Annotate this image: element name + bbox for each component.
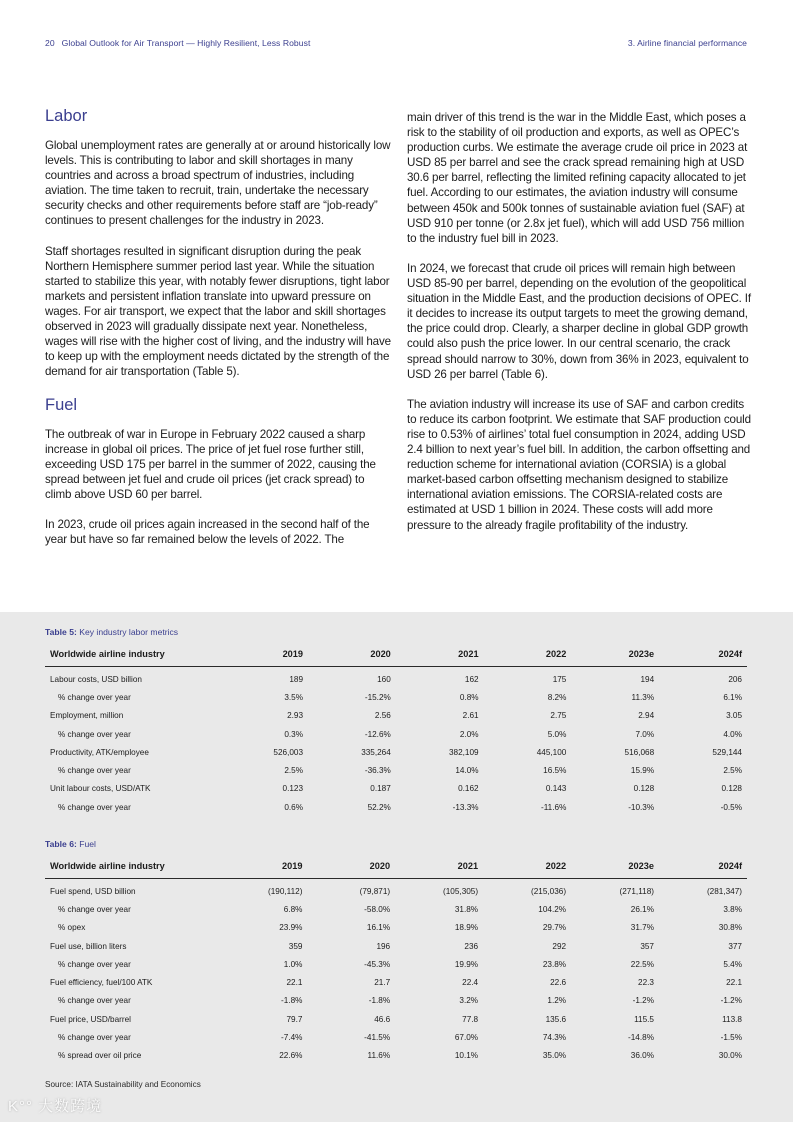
cell-value: (215,036) [531,886,567,896]
cell-value: 31.8% [454,904,479,914]
labor-paragraph-2: Staff shortages resulted in significant disruption during the peak Northern Hemisphere summer period last year. While the situation started to stabilize this year, with notably fewer disruptions, tight labor markets and persistent inflation translate into upward pressure on wages. For air transport, we expect that the labor and skill shortages observed in 2023 will gradually dissipate next year. Nonetheless, wages will rise with the higher cost of living, and the industry will have to keep up with the employment needs dictated by the strength of the demand for air transportation (Table 5). [45,244,391,379]
table-header-row [45,641,747,667]
cell-value: 6.1% [723,692,742,702]
cell-value: -13.3% [452,802,479,812]
table-row [45,1047,747,1065]
column-header: 2020 [307,853,395,879]
cell-value: 3.5% [284,692,304,702]
table-row [45,973,747,991]
cell-value: -45.3% [364,959,391,969]
cell-value: 0.162 [458,784,479,794]
cell-value: 18.9% [454,923,479,933]
cell-value: -14.8% [628,1033,654,1043]
table-row [45,707,747,725]
labor-heading: Labor [45,107,88,125]
cell-value: 0.128 [633,784,655,794]
cell-value: 3.05 [726,711,742,721]
cell-value: -1.5% [720,1033,742,1043]
row-label: Productivity, ATK/employee [50,747,149,757]
table5-caption [45,627,178,637]
cell-value: 8.2% [547,692,567,702]
cell-value: 6.8% [283,904,303,914]
cell-value: 15.9% [630,766,655,776]
row-label: Fuel spend, USD billion [50,886,136,896]
cell-value: -58.0% [364,904,391,914]
cell-value: (105,305) [443,886,479,896]
table-row [45,743,747,761]
table-row [45,937,747,955]
table-row [45,725,747,743]
document-title: Global Outlook for Air Transport — Highly Resilient, Less Robust [61,38,311,48]
cell-value: 22.1 [726,978,742,988]
cell-value: 36.0% [630,1051,654,1061]
row-label: Labour costs, USD billion [50,674,142,684]
cell-value: 206 [728,674,742,684]
cell-value: 16.5% [543,766,567,776]
cell-value: 377 [728,941,742,951]
cell-value: 0.8% [459,692,479,702]
cell-value: 31.7% [630,923,654,933]
cell-value: 292 [552,941,567,951]
cell-value: 2.61 [462,711,479,721]
cell-value: 529,144 [712,747,742,757]
cell-value: 14.0% [455,766,479,776]
table-row [45,1028,747,1046]
cell-value: 2.5% [284,766,304,776]
labor-paragraph-1: Global unemployment rates are generally at or around historically low levels. This is contributing to labor and skill shortages in many countries and across a broad spectrum of industries, including aviation. The time taken to recruit, train, undertake the necessary security checks and other requirements before staff are “job-ready” continues to present challenges for the industry in 2023. [45,139,391,228]
cell-value: -1.8% [368,996,391,1006]
cell-value: 10.1% [454,1051,479,1061]
cell-value: -12.6% [364,729,391,739]
cell-value: -1.2% [720,996,742,1006]
cell-value: 23.9% [279,923,303,933]
cell-value: -0.5% [720,802,742,812]
cell-value: 357 [640,941,654,951]
cell-value: -11.6% [541,802,567,812]
page-number: 20 [45,38,55,48]
cell-value: -36.3% [364,766,391,776]
cell-value: 22.6% [279,1051,303,1061]
cell-value: 1.2% [547,996,567,1006]
fuel-paragraph-1: The outbreak of war in Europe in February 2022 caused a sharp increase in global oil prices. The price of jet fuel rose further still, exceeding USD 175 per barrel in the summer of 2022, causing the spread between jet fuel and crude oil prices (jet crack spread) to climb above USD 60 per barrel. [45,427,376,501]
table-row [45,761,747,779]
cell-value: 160 [377,674,391,684]
row-label: % change over year [58,766,131,776]
cell-value: 194 [640,674,655,684]
table-row [45,798,747,816]
cell-value: 115.5 [634,1014,654,1024]
table-row [45,919,747,937]
column-header: 2024f [659,853,747,879]
cell-value: 7.0% [635,729,655,739]
cell-value: -15.2% [364,692,391,702]
cell-value: 516,068 [624,747,655,757]
cell-value: 236 [464,941,479,951]
cell-value: 135.6 [545,1014,567,1024]
cell-value: 189 [289,674,304,684]
running-header [45,38,747,50]
cell-value: 23.8% [542,959,567,969]
cell-value: 1.0% [283,959,303,969]
cell-value: 2.93 [287,711,304,721]
cell-value: 30.0% [718,1051,742,1061]
cell-value: 2.56 [374,711,391,721]
cell-value: 3.2% [459,996,479,1006]
column-header: 2022 [484,641,572,667]
cell-value: 113.8 [722,1014,742,1024]
row-label: % change over year [58,729,131,739]
cell-value: 22.3 [638,978,654,988]
cell-value: 5.0% [547,729,567,739]
cell-value: 52.2% [367,802,391,812]
cell-value: 0.123 [282,784,304,794]
cell-value: 175 [552,674,567,684]
row-label: % change over year [58,1033,131,1043]
cell-value: 22.5% [630,959,654,969]
row-label: Fuel price, USD/barrel [50,1014,131,1024]
fuel-paragraph-3: In 2024, we forecast that crude oil prices will remain high between USD 85-90 per barrel, depending on the evolution of the geopolitical situation in the Middle East, and the production decisions of OPEC. If it decides to increase its output targets to meet the growing demand, the price could drop. Clearly, a sharper decline in global GDP growth could also push the price lower. In our central scenario, the crack spread should narrow to 30%, down from 36% in 2023, equivalent to USD 26 per barrel (Table 6). [407,261,751,381]
table5-body [45,667,747,817]
row-label: Employment, million [50,711,124,721]
table6-caption-title: Fuel [79,839,96,849]
cell-value: 162 [464,674,479,684]
cell-value: 104.2% [538,904,567,914]
column-header: 2024f [659,641,747,667]
cell-value: 30.8% [718,923,742,933]
cell-value: 21.7 [374,978,391,988]
right-column [407,110,752,548]
row-label: % change over year [58,996,131,1006]
cell-value: 2.5% [723,766,742,776]
cell-value: (79,871) [359,886,391,896]
cell-value: 196 [376,941,391,951]
section-title: 3. Airline financial performance [627,38,747,48]
cell-value: -1.8% [281,996,303,1006]
column-header: 2019 [220,853,308,879]
cell-value: 77.8 [462,1014,479,1024]
fuel-paragraph-4: The aviation industry will increase its use of SAF and carbon credits to reduce its carbon footprint. We estimate that SAF production could rise to 0.53% of airlines’ total fuel consumption in 2024, adding USD 2.4 billion to next year’s fuel bill. In addition, the carbon offsetting and reduction scheme for international aviation (CORSIA) is a global market-based carbon offsetting mechanism designed to stabilize international aviation emissions. The CORSIA-related costs are estimated at USD 1 billion in 2024. These costs will add more pressure to the already fragile profitability of the industry. [407,397,751,532]
table-row [45,900,747,918]
cell-value: 2.94 [638,711,655,721]
cell-value: 19.9% [454,959,479,969]
cell-value: 0.187 [370,784,391,794]
table6-body [45,879,747,1065]
watermark-logo: K°° 大数跨境 [8,1098,103,1115]
table-row [45,992,747,1010]
cell-value: 11.6% [367,1051,391,1061]
column-header: Worldwide airline industry [45,853,220,879]
column-header: Worldwide airline industry [45,641,220,667]
cell-value: 26.1% [630,904,654,914]
cell-value: (190,112) [267,886,303,896]
row-label: Fuel efficiency, fuel/100 ATK [50,978,153,988]
cell-value: 67.0% [454,1033,479,1043]
table-row [45,879,747,901]
table-row [45,1010,747,1028]
cell-value: -1.2% [632,996,654,1006]
table5-labor-metrics [45,641,747,816]
cell-value: -7.4% [281,1033,303,1043]
table6-fuel [45,853,747,1065]
table5-caption-label: Table 5: [45,627,77,637]
column-header: 2022 [483,853,571,879]
cell-value: -10.3% [628,802,655,812]
source-note: Source: IATA Sustainability and Economics [45,1080,201,1089]
cell-value: 16.1% [366,923,391,933]
table-row [45,780,747,798]
cell-value: 22.6 [550,978,567,988]
cell-value: 335,264 [361,747,391,757]
cell-value: 0.6% [284,802,304,812]
column-header: 2019 [220,641,308,667]
column-header: 2023e [571,641,659,667]
cell-value: 79.7 [286,1014,303,1024]
column-header: 2021 [396,641,484,667]
fuel-heading: Fuel [45,395,78,414]
cell-value: 3.8% [723,904,742,914]
row-label: Unit labour costs, USD/ATK [50,784,151,794]
table-header-row [45,853,747,879]
cell-value: 5.4% [723,959,742,969]
row-label: % change over year [58,904,131,914]
cell-value: 0.3% [284,729,304,739]
cell-value: 46.6 [374,1014,391,1024]
cell-value: (271,118) [619,886,654,896]
row-label: % spread over oil price [58,1051,142,1061]
cell-value: 0.128 [721,784,742,794]
left-column [45,106,391,562]
column-header: 2023e [571,853,659,879]
cell-value: 526,003 [273,747,304,757]
cell-value: 29.7% [542,923,567,933]
cell-value: 74.3% [542,1033,567,1043]
row-label: % opex [58,923,86,933]
cell-value: 0.143 [545,784,567,794]
running-header-left [45,38,310,48]
column-header: 2020 [308,641,396,667]
table6-caption-label: Table 6: [45,839,77,849]
table6-caption [45,839,96,849]
cell-value: (281,347) [706,886,742,896]
cell-value: -41.5% [364,1033,391,1043]
table-row [45,688,747,706]
cell-value: 4.0% [723,729,742,739]
cell-value: 2.75 [550,711,567,721]
fuel-paragraph-2-continued: main driver of this trend is the war in the Middle East, which poses a risk to the stability of oil production and exports, as well as OPEC’s production curbs. We estimate the average crude oil price in 2023 at USD 85 per barrel and see the crack spread remaining high at USD 30.6 per barrel, reflecting the limited refining capacity allocated to jet fuel. According to our estimates, the aviation industry will consume between 450k and 500k tonnes of sustainable aviation fuel (SAF) at USD 910 per tonne (or 2.8x jet fuel), which will add USD 756 million to the industry fuel bill in 2023. [407,111,748,245]
cell-value: 382,109 [448,747,479,757]
cell-value: 35.0% [542,1051,567,1061]
cell-value: 22.1 [286,978,303,988]
row-label: % change over year [58,802,131,812]
row-label: % change over year [58,959,131,969]
table5-caption-title: Key industry labor metrics [79,627,179,637]
cell-value: 2.0% [459,729,479,739]
row-label: % change over year [58,692,131,702]
cell-value: 359 [288,941,303,951]
cell-value: 445,100 [536,747,567,757]
cell-value: 11.3% [631,692,655,702]
table-row [45,667,747,689]
fuel-paragraph-2-start: In 2023, crude oil prices again increased in the second half of the year but have so far remained below the levels of 2022. The [45,518,370,547]
table-row [45,955,747,973]
column-header: 2021 [395,853,483,879]
row-label: Fuel use, billion liters [50,941,127,951]
cell-value: 22.4 [462,978,479,988]
